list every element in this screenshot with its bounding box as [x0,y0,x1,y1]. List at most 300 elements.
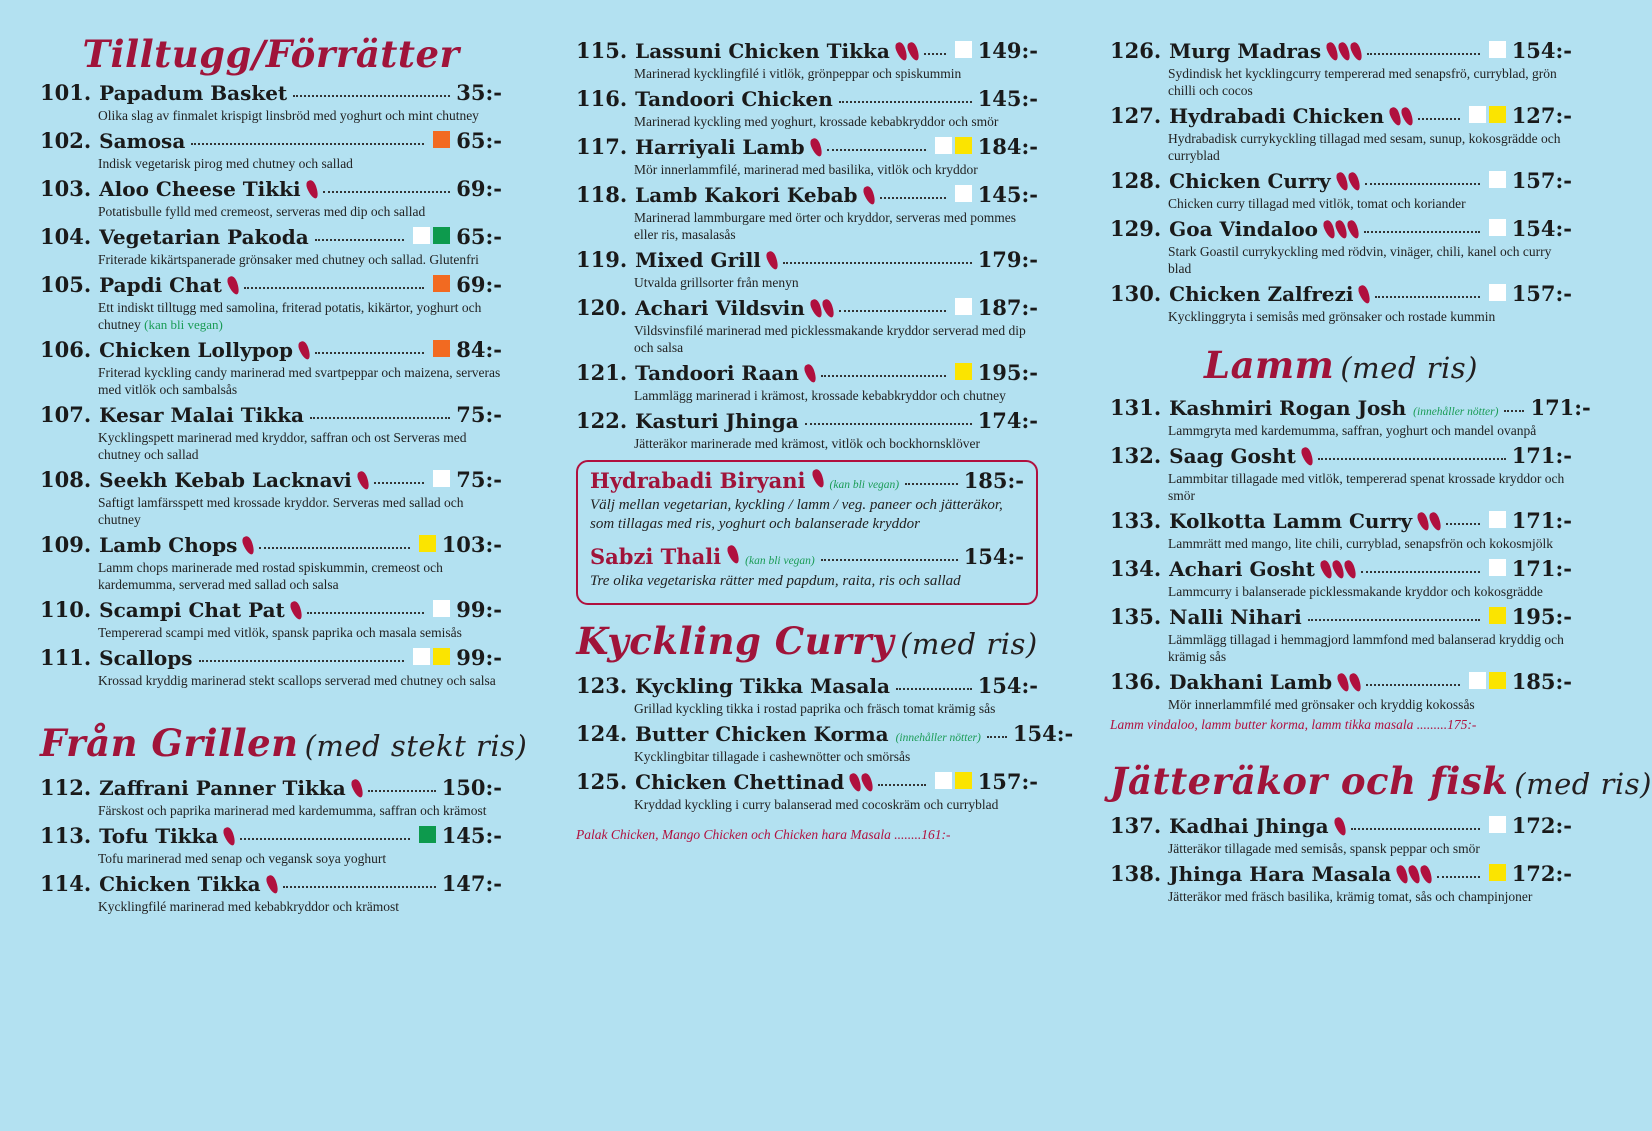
item-name: Chicken Tikka [99,872,261,896]
spice-level [765,251,777,271]
item-description-text: Lammgryta med kardemumma, saffran, yoghurt och mandel ovanpå [1168,423,1537,438]
item-description [1110,243,1572,277]
item-description [40,429,502,463]
item-name: Tandoori Chicken [635,87,833,111]
menu-item [40,402,502,463]
item-description-text: Saftigt lamfärsspett med krossade kryddor. Serveras med sallad och chutney [98,495,464,527]
dot-leader [1437,875,1479,878]
item-price: 145:- [977,86,1038,111]
white-marker-icon [935,137,952,154]
item-price: 145:- [441,823,502,848]
menu-item [1110,443,1572,504]
item-price: 157:- [1511,281,1572,306]
chili-icon [1332,816,1347,837]
chili-icon [289,600,304,621]
menu-item [40,871,502,915]
item-description [1110,470,1572,504]
item-description-text: Krossad kryddig marinerad stekt scallops serverad med chutney och salsa [98,673,496,688]
item-price: 195:- [1511,604,1572,629]
item-price: 99:- [456,597,502,622]
white-marker-icon [1469,672,1486,689]
dot-leader [1308,618,1480,621]
item-description [1110,631,1572,665]
yellow-marker-icon [955,137,972,154]
spice-level [862,186,874,206]
chili-icon [860,772,875,793]
menu-item [576,38,1038,82]
item-description [576,700,1038,717]
item-name: Scampi Chat Pat [99,598,285,622]
item-description-text: Kycklinggryta i semisås med grönsaker och rostade kummin [1168,309,1496,324]
dot-leader [839,100,972,103]
yellow-marker-icon [955,772,972,789]
item-number: 104. [40,224,92,249]
item-number: 127. [1110,103,1162,128]
item-number: 102. [40,128,92,153]
white-marker-icon [433,470,450,487]
item-name: Chicken Lollypop [99,338,294,362]
spice-level [1322,220,1358,240]
item-description [40,251,502,268]
dot-leader [821,558,958,561]
item-name: Chicken Chettinad [635,770,845,794]
dot-leader [307,611,425,614]
dot-leader [1366,683,1460,686]
spice-level [1319,560,1355,580]
item-price: 65:- [456,224,502,249]
menu-item [40,272,502,333]
spice-level [350,779,362,799]
white-marker-icon [955,298,972,315]
yellow-marker-icon [1489,672,1506,689]
dot-leader [293,94,450,97]
menu-item [1110,669,1572,713]
item-description-text: Jätteräkor marinerade med krämost, vitlök och bockhornsklöver [634,436,981,451]
item-name: Tandoori Raan [635,361,799,385]
item-price: 150:- [441,775,502,800]
item-description [576,113,1038,130]
item-name: Zaffrani Panner Tikka [99,776,346,800]
spice-level [226,276,238,296]
vegan-tag: (kan bli vegan) [829,479,900,491]
menu-item [1110,281,1572,325]
menu-item [1110,395,1591,439]
item-description [1110,535,1572,552]
item-description-text: Marinerad kycklingfilé i vitlök, grönpeppar och spiskummin [634,66,962,81]
item-number: 125. [576,769,628,794]
item-name: Lamb Kakori Kebab [635,183,858,207]
item-name: Kadhai Jhinga [1169,814,1329,838]
item-description-text: Chicken curry tillagad med vitlök, tomat och koriander [1168,196,1466,211]
item-description-text: Jätteräkor tillagade med semisås, spansk peppar och smör [1168,841,1480,856]
chili-icon [356,470,371,491]
dot-leader [839,309,946,312]
item-price: 69:- [456,176,502,201]
dot-leader [987,735,1007,738]
item-number: 138. [1110,861,1162,886]
menu-item [40,823,502,867]
chili-icon [226,275,241,296]
item-description [576,161,1038,178]
item-number: 123. [576,673,628,698]
item-number: 137. [1110,813,1162,838]
menu-item [40,337,502,398]
item-description-text: Lammrätt med mango, lite chili, curryblad, senapsfrön och kokosmjölk [1168,536,1554,551]
white-marker-icon [1489,41,1506,58]
spice-level [265,875,277,895]
item-description [1110,195,1572,212]
item-price: 154:- [1012,721,1074,746]
menu-item [40,80,502,124]
dot-leader [199,659,405,662]
box-item-biryani [590,468,1024,534]
dot-leader [896,687,972,690]
dot-leader [315,238,405,241]
menu-item [576,134,1038,178]
item-price: 171:- [1511,556,1572,581]
chili-icon [1348,672,1363,693]
item-description [40,559,502,593]
item-number: 115. [576,38,628,63]
dot-leader [368,789,436,792]
item-description-text: Kryddad kyckling i curry balanserad med cocoskräm och curryblad [634,797,999,812]
item-description-text: Vildsvinsfilé marinerad med picklessmakande kryddor serverad med dip och salsa [634,323,1026,355]
item-description-text: Tempererad scampi med vitlök, spansk paprika och masala semisås [98,625,462,640]
dot-leader [244,286,424,289]
white-marker-icon [1469,106,1486,123]
menu-item [40,467,502,528]
item-number: 114. [40,871,92,896]
lamb-extra-note: Lamm vindaloo, lamm butter korma, lamm tikka masala .........175:- [1110,717,1477,732]
item-description [1110,422,1572,439]
dot-leader [1375,295,1479,298]
item-name: Mixed Grill [635,248,761,272]
item-name: Achari Vildsvin [635,296,805,320]
item-name: Kyckling Tikka Masala [635,674,890,698]
chili-icon [1343,559,1358,580]
orange-marker-icon [433,131,450,148]
item-number: 111. [40,645,92,670]
dot-leader [374,481,425,484]
item-description-text: Mör innerlammfilé, marinerad med basilika, vitlök och kryddor [634,162,978,177]
menu-item [40,128,502,172]
item-number: 108. [40,467,92,492]
item-number: 128. [1110,168,1162,193]
item-price: 154:- [977,673,1038,698]
dot-leader [1367,52,1480,55]
item-price: 84:- [456,337,502,362]
section-heading-starters: Tilltugg/Förrätter [82,32,460,76]
spice-level [1333,817,1345,837]
dot-leader [1365,182,1480,185]
item-price: 172:- [1511,861,1572,886]
menu-item [1110,38,1572,99]
dot-leader [283,885,436,888]
item-description-text: Lammbitar tillagade med vitlök, tempererad spenat krossade kryddor och smör [1168,471,1565,503]
white-marker-icon [413,227,430,244]
item-description [1110,696,1572,713]
dot-leader [1364,230,1480,233]
item-price: 127:- [1511,103,1572,128]
vegan-tag: (kan bli vegan) [144,317,223,332]
item-description-text: Marinerad kyckling med yoghurt, krossade kebabkryddor och smör [634,114,999,129]
item-number: 109. [40,532,92,557]
white-marker-icon [1489,284,1506,301]
item-description [1110,308,1572,325]
dot-leader [1446,522,1480,525]
menu-item [40,176,502,220]
chili-icon [241,535,256,556]
chili-icon [726,544,741,565]
menu-item [576,86,1038,130]
chili-icon [1346,171,1361,192]
item-name: Seekh Kebab Lacknavi [99,468,352,492]
item-description-text: Kycklingfilé marinerad med kebabkryddor och krämost [98,899,400,914]
item-number: 122. [576,408,628,433]
chili-icon [765,250,780,271]
item-price: 147:- [441,871,502,896]
dot-leader [783,261,972,264]
item-number: 110. [40,597,92,622]
item-name: Lamb Chops [99,533,238,557]
item-price: 172:- [1511,813,1572,838]
section-heading-grill: Från Grillen (med stekt ris) [40,721,528,765]
chili-icon [810,468,825,489]
box-item-name: Hydrabadi Biryani [590,468,806,493]
menu-item [40,645,502,689]
menu-item [1110,604,1572,665]
chili-icon [808,137,823,158]
box-item-price: 185:- [963,468,1024,493]
white-marker-icon [1489,816,1506,833]
chili-icon [1400,106,1415,127]
yellow-marker-icon [1489,106,1506,123]
item-name: Papdi Chat [99,273,222,297]
menu-item [1110,861,1572,905]
item-description [40,802,502,819]
item-description-text: Ett indiskt tilltugg med samolina, friterad potatis, kikärtor, yoghurt och chutney [98,300,482,332]
spice-level [1416,512,1440,532]
section-heading-chicken-curry: Kyckling Curry (med ris) [576,619,1038,663]
item-description [40,299,502,333]
item-name: Nalli Nihari [1169,605,1302,629]
item-name: Dakhani Lamb [1169,670,1333,694]
spice-level [1300,447,1312,467]
chili-icon [1300,446,1315,467]
item-description-text: Kycklingbitar tillagade i cashewnötter och smörsås [634,749,911,764]
item-name: Scallops [99,646,193,670]
chili-icon [861,185,876,206]
item-description-text: Friterade kikärtspanerade grönsaker med chutney och sallad. Glutenfri [98,252,479,267]
item-number: 107. [40,402,92,427]
chili-icon [349,778,364,799]
spice-level [809,138,821,158]
box-item-thali [590,544,1024,591]
item-description-text: Kycklingspett marinerad med kryddor, saffran och ost Serveras med chutney och sallad [98,430,467,462]
item-price: 171:- [1530,395,1591,420]
white-marker-icon [1489,559,1506,576]
item-description-text: Marinerad lammburgare med örter och kryddor, serveras med pommes eller ris, masalasås [634,210,1016,242]
item-description-text: Grillad kyckling tikka i rostad paprika och fräsch tomat krämig sås [634,701,996,716]
spice-level [1388,107,1412,127]
item-price: 154:- [1511,216,1572,241]
spice-level [222,827,234,847]
spice-level [297,341,309,361]
item-description [576,796,1038,813]
dot-leader [310,416,450,419]
chili-icon [264,874,279,895]
chili-icon [222,826,237,847]
item-number: 121. [576,360,628,385]
item-description-text: Utvalda grillsorter från menyn [634,275,799,290]
chili-icon [906,41,921,62]
item-name: Murg Madras [1169,39,1322,63]
column-2 [576,0,1074,843]
menu-item [576,295,1038,356]
item-price: 157:- [1511,168,1572,193]
menu-item [1110,813,1572,857]
dot-leader [805,422,972,425]
dot-leader [259,546,409,549]
item-description [1110,840,1572,857]
spice-level [305,180,317,200]
item-description [576,387,1038,404]
white-marker-icon [955,41,972,58]
dot-leader [821,374,946,377]
chili-icon [1419,864,1434,885]
chili-icon [297,340,312,361]
item-description [576,322,1038,356]
item-description [40,850,502,867]
item-name: Goa Vindaloo [1169,217,1319,241]
item-number: 119. [576,247,628,272]
item-price: 171:- [1511,508,1572,533]
item-description-text: Olika slag av finmalet krispigt linsbröd med yoghurt och mint chutney [98,108,479,123]
item-description-text: Lammcurry i balanserade picklessmakande kryddor och kokosgrädde [1168,584,1543,599]
item-number: 113. [40,823,92,848]
yellow-marker-icon [419,535,436,552]
dot-leader [191,142,424,145]
dot-leader [1351,827,1480,830]
chili-icon [803,363,818,384]
item-number: 117. [576,134,628,159]
dot-leader [905,482,958,485]
item-price: 65:- [456,128,502,153]
box-item-description: Tre olika vegetariska rätter med papdum, raita, ris och sallad [590,573,961,589]
yellow-marker-icon [1489,607,1506,624]
item-price: 157:- [977,769,1038,794]
menu-item [1110,556,1572,600]
yellow-marker-icon [955,363,972,380]
column-1 [40,0,528,919]
item-description-text: Stark Goastil currykyckling med rödvin, vinäger, chili, kanel och curry blad [1168,244,1552,276]
section-heading-prawns-fish: Jätteräkor och fisk (med ris) [1110,759,1652,803]
box-item-description: Välj mellan vegetarian, kyckling / lamm / veg. paneer och jätteräkor, som tillagas med ris, yoghurt och balanserade kryddor [590,497,1003,532]
dot-leader [1318,457,1506,460]
item-description-text: Indisk vegetarisk pirog med chutney och sallad [98,156,353,171]
menu-item [1110,168,1572,212]
menu-item [576,673,1038,717]
box-item-price: 154:- [963,544,1024,569]
dot-leader [1418,117,1460,120]
item-description [1110,583,1572,600]
item-description [576,748,1038,765]
item-number: 118. [576,182,628,207]
item-name: Kolkotta Lamm Curry [1169,509,1413,533]
chili-icon [1349,41,1364,62]
chili-icon [821,298,836,319]
menu-item [1110,216,1572,277]
white-marker-icon [935,772,952,789]
item-price: 75:- [456,402,502,427]
menu-item [40,532,502,593]
item-name: Kasturi Jhinga [635,409,799,433]
dot-leader [880,196,946,199]
item-name: Lassuni Chicken Tikka [635,39,890,63]
item-name: Butter Chicken Korma [635,722,889,746]
column-3 [1110,0,1652,909]
item-price: 185:- [1511,669,1572,694]
spice-level [1335,172,1359,192]
item-description [40,364,502,398]
item-description [1110,888,1572,905]
item-number: 116. [576,86,628,111]
spice-level [356,471,368,491]
dot-leader [924,52,946,55]
dot-leader [878,783,925,786]
spice-level [1395,865,1431,885]
biryani-box [576,460,1038,605]
white-marker-icon [955,185,972,202]
chili-icon [1346,219,1361,240]
dot-leader [240,837,409,840]
item-name: Kesar Malai Tikka [99,403,304,427]
nuts-tag: (innehåller nötter) [1413,406,1499,418]
item-price: 69:- [456,272,502,297]
yellow-marker-icon [1489,864,1506,881]
menu-item [1110,508,1572,552]
menu-item [40,597,502,641]
menu-item [40,224,502,268]
dot-leader [323,190,451,193]
dot-leader [1504,409,1524,412]
item-description [576,65,1038,82]
item-description [40,155,502,172]
item-description [576,274,1038,291]
menu-item [576,182,1038,243]
item-number: 120. [576,295,628,320]
item-number: 135. [1110,604,1162,629]
item-description [40,624,502,641]
item-number: 101. [40,80,92,105]
chili-icon [1428,511,1443,532]
item-number: 103. [40,176,92,201]
dot-leader [315,351,424,354]
item-description-text: Färskost och paprika marinerad med kardemumma, saffran och krämost [98,803,487,818]
item-price: 35:- [456,80,502,105]
item-price: 171:- [1511,443,1572,468]
item-number: 124. [576,721,628,746]
item-number: 129. [1110,216,1162,241]
chili-icon [1357,284,1372,305]
box-item-name: Sabzi Thali [590,544,722,569]
item-description [1110,65,1572,99]
item-name: Samosa [99,129,186,153]
orange-marker-icon [433,340,450,357]
item-description-text: Jätteräkor med fräsch basilika, krämig tomat, sås och champinjoner [1168,889,1533,904]
item-price: 103:- [441,532,502,557]
item-description-text: Tofu marinerad med senap och vegansk soya yoghurt [98,851,387,866]
